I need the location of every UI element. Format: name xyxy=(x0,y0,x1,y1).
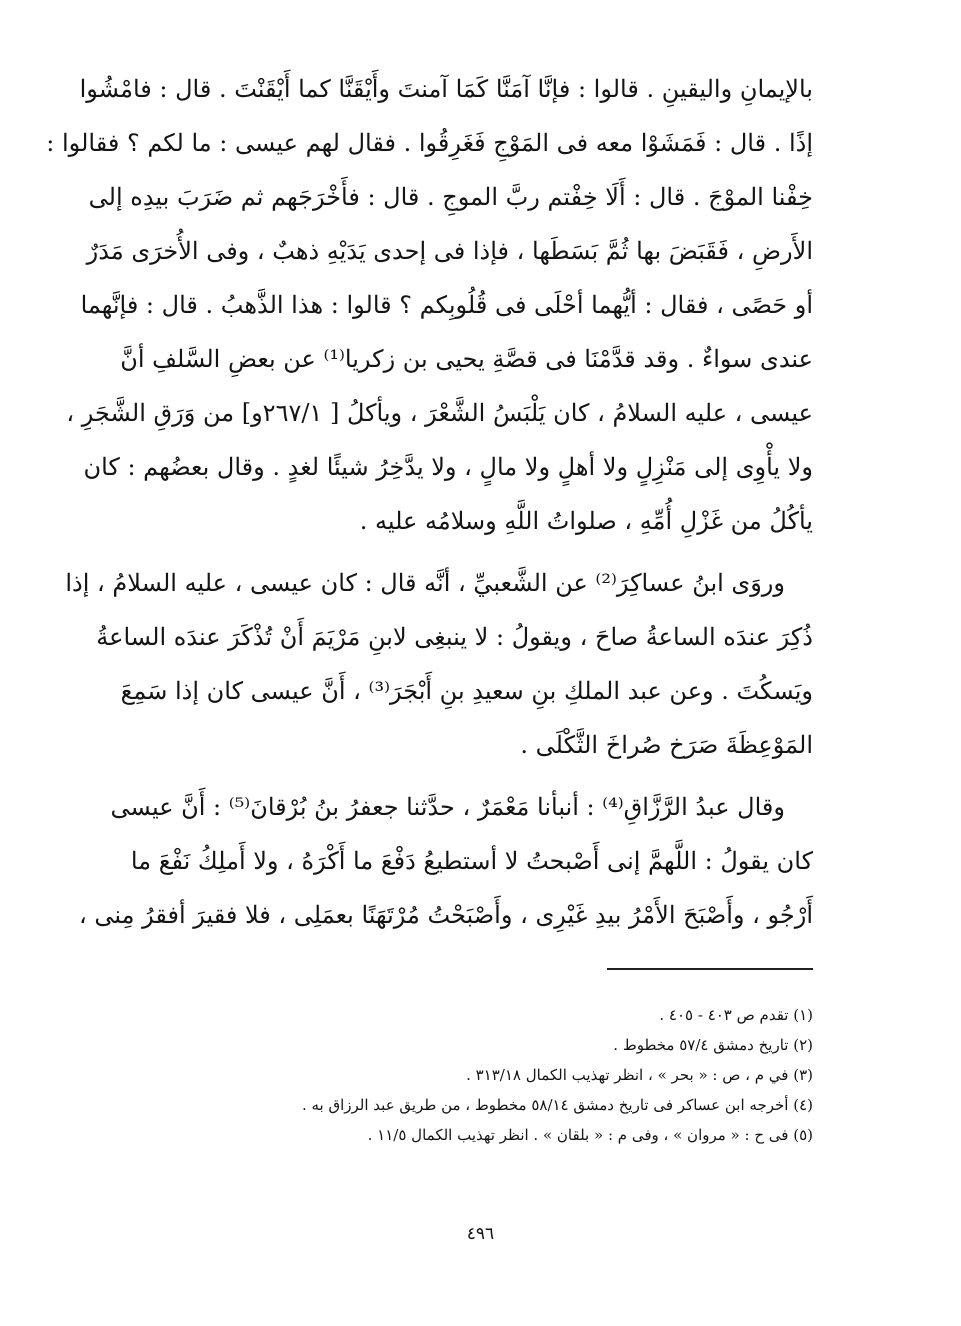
text-line: كان يقولُ : اللَّهمَّ إنى أَصْبحتُ لا أستطيعُ دَفْعَ ما أَكْرَهُ ، ولا أَملِكُ نَفْعَ ما xyxy=(130,847,813,875)
text-line: وروَى ابنُ عساكِرَ⁽²⁾ عن الشَّعبيِّ ، أنَّه قال : كان عيسى ، عليه السلامُ ، إذا xyxy=(65,569,785,597)
text-line: أَرْجُو ، وأَصْبَحَ الأَمْرُ بيدِ غَيْرِى ، وأَصْبَحْتُ مُرْتَهَنًا بعمَلِى ، فلا فقيرَ أفقرُ مِنى ، xyxy=(78,901,813,929)
text-line: ولا يأْوِى إلى مَنْزِلٍ ولا أهلٍ ولا مالٍ ، ولا يدَّخِرُ شيئًا لغدٍ . وقال بعضُهم : كان xyxy=(83,453,813,481)
footnote: (١) تقدم ص ٤٠٣ - ٤٠٥ . xyxy=(659,1006,813,1024)
text-line: بالإيمانِ واليقينِ . قالوا : فإنَّا آمَنَّا كَمَا آمنتَ وأَيْقَنَّا كما أَيْقَنْتَ . قال : فامْشُوا xyxy=(79,75,813,103)
footnotes xyxy=(133,1000,813,1150)
text-line: الأَرضِ ، فَقَبَضَ بها ثُمَّ بَسَطَها ، فإذا فى إحدى يَدَيْهِ ذهبٌ ، وفى الأُخرَى مَدَرٌ xyxy=(86,237,813,265)
paragraph-3 xyxy=(78,780,813,942)
footnote: (٥) فى ح : « مروان » ، وفى م : « بلقان » . انظر تهذيب الكمال ١١/٥ . xyxy=(367,1126,813,1144)
paragraph-1 xyxy=(46,62,813,548)
text-line: ذُكِرَ عندَه الساعةُ صاحَ ، ويقولُ : لا ينبغِى لابنِ مَرْيَمَ أَنْ تُذْكَرَ عندَه الساعةُ xyxy=(96,623,813,651)
footnote-separator xyxy=(607,968,813,970)
text-line: المَوْعِظَةَ صَرَخ صُراخَ الثَّكْلَى . xyxy=(520,731,813,759)
text-line: عندى سواءٌ . وقد قدَّمْنَا فى قصَّةِ يحيى بن زكريا⁽¹⁾ عن بعضِ السَّلفِ أنَّ xyxy=(120,345,813,373)
text-line: أو حَصًى ، فقال : أيُّهما أحْلَى فى قُلُوبِكم ؟ قالوا : هذا الذَّهبُ . قال : فإنَّهما xyxy=(80,291,813,319)
text-line: خِفْنا الموْجَ . قال : أَلَا خِفْتم ربَّ الموجِ . قال : فأَخْرَجَهم ثم ضَرَبَ بيدِه إلى xyxy=(88,183,813,211)
page-number: ٤٩٦ xyxy=(466,1224,495,1244)
text-line: يأكُلُ من غَزْلِ أُمِّهِ ، صلواتُ اللَّهِ وسلامُه عليه . xyxy=(359,507,813,535)
footnote: (٢) تاريخ دمشق ٥٧/٤ مخطوط . xyxy=(613,1036,813,1054)
footnote: (٤) أخرجه ابن عساكر فى تاريخ دمشق ٥٨/١٤ مخطوط ، من طريق عبد الرزاق به . xyxy=(301,1096,813,1114)
text-line: وقال عبدُ الرَّزَّاقِ⁽⁴⁾ : أنبأنا مَعْمَرٌ ، حدَّثنا جعفرُ بنُ بُرْقانَ⁽⁵⁾ : أَنَّ عيسى xyxy=(110,793,785,821)
paragraph-2 xyxy=(65,556,813,772)
text-line: عيسى ، عليه السلامُ ، كان يَلْبَسُ الشَّعْرَ ، ويأكلُ [ ٢٦٧/١و] من وَرَقِ الشَّجَرِ ، xyxy=(66,399,813,427)
footnote: (٣) في م ، ص : « بحر » ، انظر تهذيب الكمال ٣١٣/١٨ . xyxy=(466,1066,813,1084)
text-line: إذًا . قال : فَمَشَوْا معه فى المَوْجِ فَغَرِقُوا . فقال لهم عيسى : ما لكم ؟ فقالوا : xyxy=(46,129,813,157)
text-line: ويَسكُتَ . وعن عبد الملكِ بنِ سعيدِ بنِ أَبْجَرَ⁽³⁾ ، أَنَّ عيسى كان إذا سَمِعَ xyxy=(120,677,813,705)
